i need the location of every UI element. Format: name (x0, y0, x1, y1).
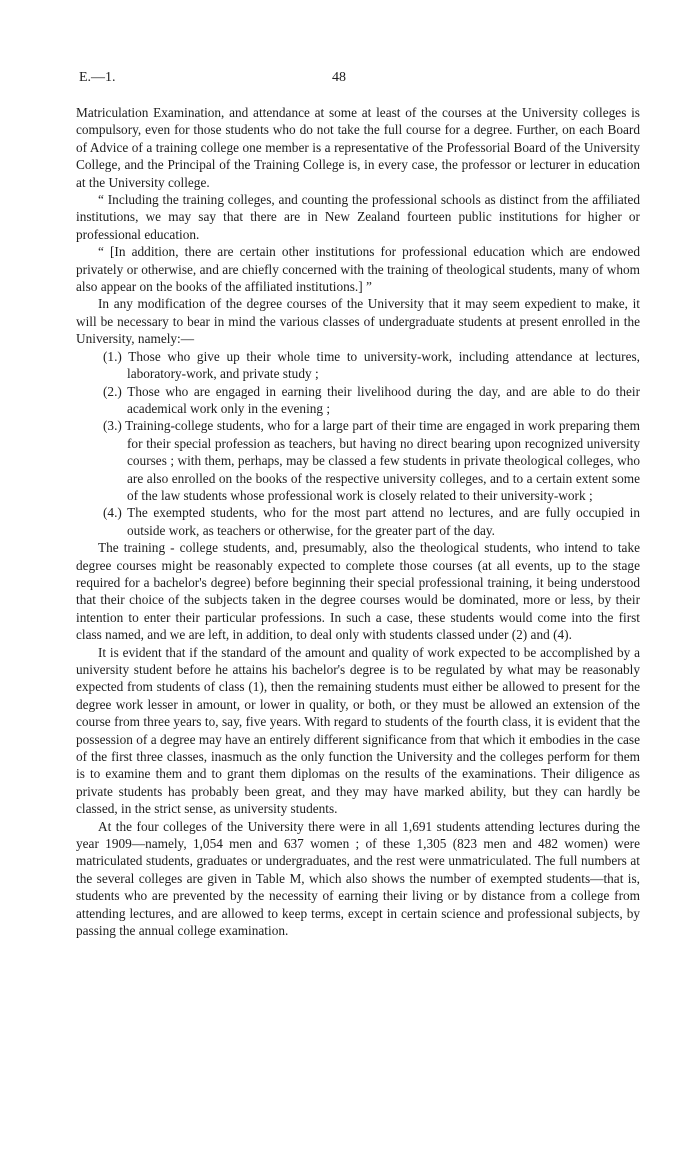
list-item: (2.) Those who are engaged in earning their livelihood during the day, and are able to do their academical work only in the evening ; (103, 383, 640, 416)
paragraph: The training - college students, and, presumably, also the theological students, who intend to take degree courses might be reasonably expected to complete those courses (at all events, up to the stage required for a bachelor's degree) before beginning their special professional training, it being understood that their choice of the subjects taken in the degree courses would be dominated, more or less, by their intention to enter their particular professions. In such a case, these students would come into the first class named, and we are left, in addition, to deal only with students classed under (2) and (4). (76, 540, 640, 643)
paragraph: “ Including the training colleges, and counting the professional schools as distinct from the affiliated institutions, we may say that there are in New Zealand fourteen public institutions for higher or professional education. (76, 192, 640, 242)
body-text (76, 104, 640, 940)
student-class-list (76, 348, 640, 539)
paragraph: Matriculation Examination, and attendance at some at least of the courses at the University colleges is compulsory, even for those students who do not take the full course for a degree. Further, on each Board of Advice of a training college one member is a representative of the Professorial Board of the University College, and the Principal of the Training College is, in every case, the professor or lecturer in education at the University college. (76, 105, 640, 190)
paragraph: It is evident that if the standard of the amount and quality of work expected to be accomplished by a university student before he attains his bachelor's degree is to be regulated by what may be reasonably expected from students of class (1), then the remaining students must either be allowed to present for the degree work lesser in amount, or lower in quality, or both, or they must be allowed an extension of the course from three years to, say, five years. With regard to students of the fourth class, it is evident that the possession of a degree may have an entirely different significance from that which it embodies in the case of the first three classes, inasmuch as the only function the University and the colleges perform for them is to examine them and to grant them diplomas on the results of the examinations. Their diligence as private students has probably been great, and they may have marked ability, but they can hardly be classed, in the strict sense, as university students. (76, 644, 640, 817)
page-number: 48 (332, 70, 346, 85)
document-reference: E.—1. (79, 70, 116, 85)
page-header (76, 70, 640, 92)
list-item: (4.) The exempted students, who for the most part attend no lectures, and are fully occupied in outside work, as teachers or otherwise, for the greater part of the day. (103, 505, 640, 538)
paragraph: At the four colleges of the University there were in all 1,691 students attending lectures during the year 1909—namely, 1,054 men and 637 women ; of these 1,305 (823 men and 482 women) were matriculated students, graduates or undergraduates, and the rest were unmatriculated. The full numbers at the several colleges are given in Table M, which also shows the number of exempted students—that is, students who are prevented by the necessity of earning their living or by distance from a college from attending lectures, and are allowed to keep terms, except in certain science and professional subjects, by passing the annual college examination. (76, 818, 640, 939)
list-item: (1.) Those who give up their whole time to university-work, including attendance at lectures, laboratory-work, and private study ; (103, 348, 640, 382)
paragraph: “ [In addition, there are certain other institutions for professional education which are endowed privately or otherwise, and are chiefly concerned with the training of theological students, many of whom also appear on the books of the affiliated institutions.] ” (76, 244, 640, 295)
list-item: (3.) Training-college students, who for a large part of their time are engaged in work preparing them for their special profession as teachers, but having no direct bearing upon recognized university courses ; with them, perhaps, may be classed a few students in private theological colleges, who are also enrolled on the books of the respective university colleges, and to a certain extent some of the law students whose professional work is closely related to their university-work ; (103, 418, 640, 503)
paragraph: In any modification of the degree courses of the University that it may seem expedient to make, it will be necessary to bear in mind the various classes of undergraduate students at present enrolled in the University, namely:— (76, 296, 640, 347)
